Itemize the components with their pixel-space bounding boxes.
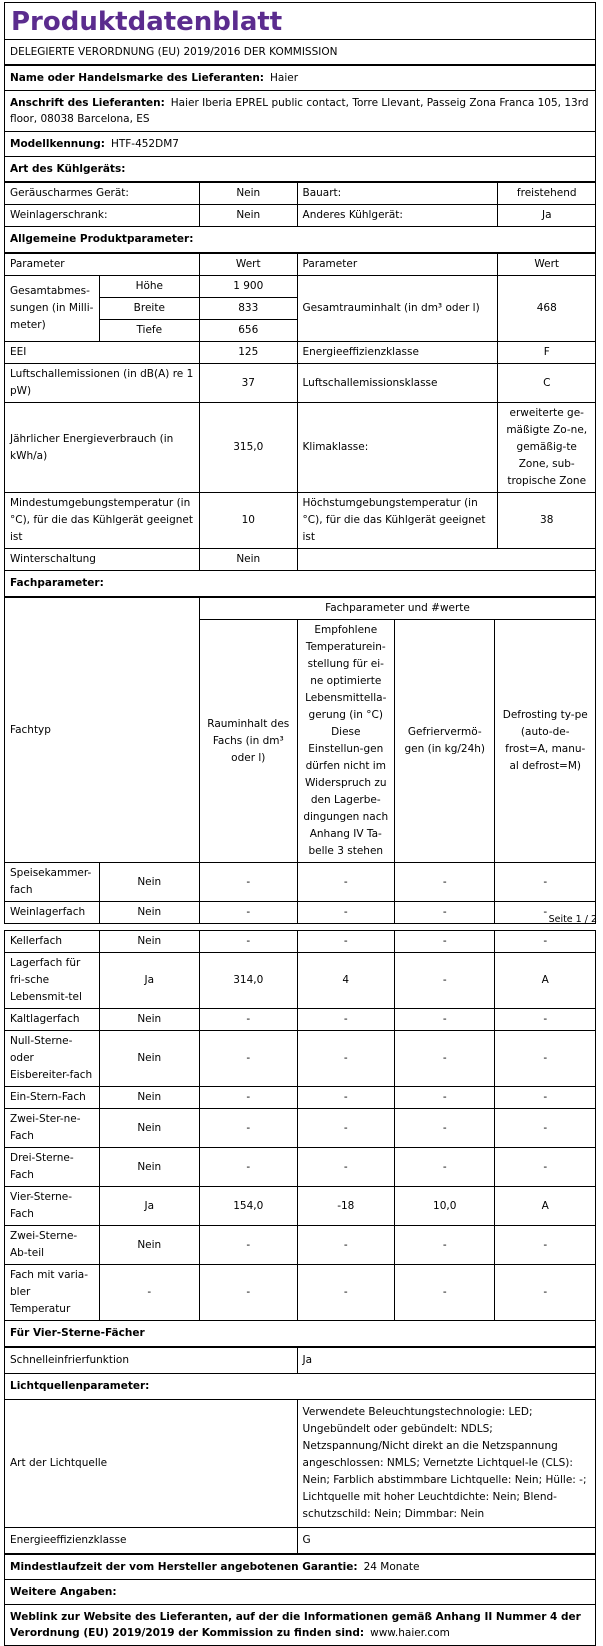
compartment-defrost-type: - <box>495 1087 596 1109</box>
compartment-volume: - <box>200 1265 298 1321</box>
header-defrost-type: Defrosting ty-pe (auto-de-frost=A, manu-al defrost=M) <box>495 620 596 863</box>
eei-label: EEI <box>5 342 200 364</box>
compartment-present: Nein <box>99 1031 199 1087</box>
type-heading: Art des Kühlgeräts: <box>5 157 595 182</box>
compartment-volume: - <box>200 1148 298 1187</box>
wine-cabinet-value: Nein <box>200 205 298 227</box>
compartment-temperature: 4 <box>297 953 395 1009</box>
empty-cell <box>297 549 595 571</box>
max-temp-label: Höchstumgebungstemperatur (in °C), für die das Kühlgerät geeignet ist <box>297 493 498 549</box>
compartment-volume: - <box>200 1109 298 1148</box>
compartment-temperature: - <box>297 931 395 953</box>
design-label: Bauart: <box>297 183 498 205</box>
noise-label: Luftschallemissionen (in dB(A) re 1 pW) <box>5 364 200 403</box>
wine-cabinet-label: Weinlagerschrank: <box>5 205 200 227</box>
compartment-defrost-type: - <box>495 1031 596 1087</box>
compartment-temperature: - <box>297 1109 395 1148</box>
col-header-value: Wert <box>200 254 298 276</box>
light-type-value: Verwendete Beleuchtungstechnologie: LED; Ungebündelt oder gebündelt: NDLS; Netzspannung/Nicht direkt an die Netzspannung angeschlossen: NMLS; Vernetzte Lichtquel-le (CLS): Nein; Farblich abstimmbare Lichtquelle: Nein; Hülle: -; Lichtquelle mit hoher Leuchtdichte: Nein; Blend-schutzschild: Nein; Dimmbar: Nein <box>297 1400 595 1528</box>
energy-class-value: F <box>498 342 596 364</box>
compartment-temperature: - <box>297 863 395 902</box>
compartment-volume: - <box>200 902 298 924</box>
compartment-present: Ja <box>99 1187 199 1226</box>
model-row <box>5 132 595 157</box>
low-noise-value: Nein <box>200 183 298 205</box>
compartments-table-p2 <box>4 930 596 1347</box>
compartment-freezing-capacity: - <box>395 902 495 924</box>
compartment-name: Weinlagerfach <box>5 902 100 924</box>
compartment-row <box>5 1226 596 1265</box>
compartment-present: - <box>99 1265 199 1321</box>
light-energy-class-value: G <box>297 1528 595 1554</box>
compartment-defrost-type: - <box>495 1109 596 1148</box>
noise-class-label: Luftschallemissionsklasse <box>297 364 498 403</box>
model-label: Modellkennung: <box>10 138 105 150</box>
col-header-param-2: Parameter <box>297 254 498 276</box>
more-info-heading: Weitere Angaben: <box>5 1580 595 1605</box>
compartment-temperature: -18 <box>297 1187 395 1226</box>
compartment-volume: 314,0 <box>200 953 298 1009</box>
address-value: Haier Iberia EPREL public contact, Torre Llevant, Passeig Zona Franca 105, 13rd floor, 08038 Barcelona, ES <box>10 97 589 125</box>
eei-value: 125 <box>200 342 298 364</box>
other-appliance-label: Anderes Kühlgerät: <box>297 205 498 227</box>
width-label: Breite <box>99 298 199 320</box>
compartment-row <box>5 1087 596 1109</box>
annual-energy-label: Jährlicher Energieverbrauch (in kWh/a) <box>5 403 200 493</box>
title-bar <box>4 2 596 40</box>
compartment-volume: 154,0 <box>200 1187 298 1226</box>
supplier-label: Name oder Handelsmarke des Lieferanten: <box>10 72 264 84</box>
compartment-present: Nein <box>99 931 199 953</box>
compartment-name: Vier-Sterne-Fach <box>5 1187 100 1226</box>
compartment-present: Nein <box>99 1009 199 1031</box>
compartment-name: Kaltlagerfach <box>5 1009 100 1031</box>
supplier-value: Haier <box>270 72 299 84</box>
compartments-table-p1 <box>4 597 596 924</box>
compartment-defrost-type: - <box>495 1009 596 1031</box>
compartment-volume: - <box>200 863 298 902</box>
compartment-row <box>5 1109 596 1148</box>
compartment-row <box>5 1031 596 1087</box>
warranty-row <box>5 1555 595 1580</box>
compartment-temperature: - <box>297 1087 395 1109</box>
compartment-defrost-type: A <box>495 953 596 1009</box>
compartment-row <box>5 863 596 902</box>
fast-freeze-value: Ja <box>297 1348 595 1374</box>
page-2 <box>4 930 596 1646</box>
supplier-row <box>5 66 595 91</box>
compartment-volume: - <box>200 1031 298 1087</box>
compartment-present: Nein <box>99 902 199 924</box>
noise-class-value: C <box>498 364 596 403</box>
compartment-defrost-type: - <box>495 1265 596 1321</box>
compartment-row <box>5 1009 596 1031</box>
general-heading: Allgemeine Produktparameter: <box>5 227 596 253</box>
total-volume-value: 468 <box>498 276 596 342</box>
compartment-group-header: Fachparameter und #werte <box>200 598 596 620</box>
compartment-name: Fach mit varia-bler Temperatur <box>5 1265 100 1321</box>
weblink-row <box>5 1605 595 1646</box>
winter-switch-label: Winterschaltung <box>5 549 200 571</box>
col-header-value-2: Wert <box>498 254 596 276</box>
energy-class-label: Energieeffizienzklasse <box>297 342 498 364</box>
compartment-present: Nein <box>99 1087 199 1109</box>
compartments-heading: Fachparameter: <box>5 571 596 597</box>
compartment-name: Null-Sterne-oder Eisbereiter-fach <box>5 1031 100 1087</box>
compartment-defrost-type: A <box>495 1187 596 1226</box>
compartment-volume: - <box>200 1087 298 1109</box>
weblink-value[interactable]: www.haier.com <box>370 1627 450 1639</box>
address-label: Anschrift des Lieferanten: <box>10 97 165 109</box>
compartment-freezing-capacity: - <box>395 1265 495 1321</box>
compartment-freezing-capacity: - <box>395 1031 495 1087</box>
compartment-volume: - <box>200 1009 298 1031</box>
compartment-temperature: - <box>297 1265 395 1321</box>
compartment-freezing-capacity: 10,0 <box>395 1187 495 1226</box>
compartment-name: Zwei-Sterne-Ab-teil <box>5 1226 100 1265</box>
compartment-temperature: - <box>297 1148 395 1187</box>
compartment-volume: - <box>200 1226 298 1265</box>
compartment-freezing-capacity: - <box>395 931 495 953</box>
compartment-temperature: - <box>297 902 395 924</box>
min-temp-value: 10 <box>200 493 298 549</box>
height-label: Höhe <box>99 276 199 298</box>
compartment-freezing-capacity: - <box>395 1109 495 1148</box>
page-title: Produktdatenblatt <box>11 7 283 37</box>
light-type-label: Art der Lichtquelle <box>5 1400 298 1528</box>
design-value: freistehend <box>498 183 596 205</box>
compartment-defrost-type: - <box>495 902 596 924</box>
noise-value: 37 <box>200 364 298 403</box>
compartment-temperature: - <box>297 1009 395 1031</box>
compartment-present: Nein <box>99 1226 199 1265</box>
compartment-name: Ein-Stern-Fach <box>5 1087 100 1109</box>
compartment-temperature: - <box>297 1226 395 1265</box>
compartment-row <box>5 931 596 953</box>
header-freezing-capacity: Gefriervermö-gen (in kg/24h) <box>395 620 495 863</box>
regulation-text: DELEGIERTE VERORDNUNG (EU) 2019/2016 DER KOMMISSION <box>4 40 596 65</box>
low-noise-label: Geräuscharmes Gerät: <box>5 183 200 205</box>
compartment-name: Kellerfach <box>5 931 100 953</box>
page-number: Seite 1 / 2 <box>548 914 597 925</box>
address-row <box>5 91 595 132</box>
footer-section <box>4 1554 596 1646</box>
height-value: 1 900 <box>200 276 298 298</box>
header-temperature: Empfohlene Temperaturein-stellung für ei-ne optimierte Lebensmittella-gerung (in °C) Diese Einstellun-gen dürfen nicht im Widerspruch zu den Lagerbe-dingungen nach Anhang IV Ta-belle 3 stehen <box>297 620 395 863</box>
supplier-section <box>4 65 596 182</box>
appliance-type-table <box>4 182 596 253</box>
compartment-row <box>5 902 596 924</box>
climate-class-label: Klimaklasse: <box>297 403 498 493</box>
compartment-freezing-capacity: - <box>395 1226 495 1265</box>
dimensions-label: Gesamtabmes-sungen (in Milli-meter) <box>5 276 100 342</box>
compartment-temperature: - <box>297 1031 395 1087</box>
compartment-row <box>5 1187 596 1226</box>
compartment-defrost-type: - <box>495 1148 596 1187</box>
warranty-value: 24 Monate <box>363 1561 420 1573</box>
light-energy-class-label: Energieeffizienzklasse <box>5 1528 298 1554</box>
four-star-table <box>4 1347 596 1554</box>
compartment-name: Lagerfach für fri-sche Lebensmit-tel <box>5 953 100 1009</box>
max-temp-value: 38 <box>498 493 596 549</box>
compartment-freezing-capacity: - <box>395 1087 495 1109</box>
min-temp-label: Mindestumgebungstemperatur (in °C), für die das Kühlgerät geeignet ist <box>5 493 200 549</box>
compartment-volume: - <box>200 931 298 953</box>
compartment-freezing-capacity: - <box>395 953 495 1009</box>
compartment-defrost-type: - <box>495 1226 596 1265</box>
weblink-label: Weblink zur Website des Lieferanten, auf der die Informationen gemäß Anhang II Nummer 4 der Verordnung (EU) 2019/2019 der Kommission zu finden sind: <box>10 1611 581 1639</box>
depth-value: 656 <box>200 320 298 342</box>
warranty-label: Mindestlaufzeit der vom Hersteller angebotenen Garantie: <box>10 1561 358 1573</box>
compartment-row <box>5 1148 596 1187</box>
compartment-name: Speisekammer-fach <box>5 863 100 902</box>
compartment-present: Nein <box>99 863 199 902</box>
compartment-name: Drei-Sterne-Fach <box>5 1148 100 1187</box>
other-appliance-value: Ja <box>498 205 596 227</box>
header-volume: Rauminhalt des Fachs (in dm³ oder l) <box>200 620 298 863</box>
fast-freeze-label: Schnelleinfrierfunktion <box>5 1348 298 1374</box>
page-1 <box>4 2 596 924</box>
compartment-present: Ja <box>99 953 199 1009</box>
model-value: HTF-452DM7 <box>110 138 179 150</box>
compartment-freezing-capacity: - <box>395 1009 495 1031</box>
compartment-present: Nein <box>99 1109 199 1148</box>
compartment-row <box>5 953 596 1009</box>
col-header-param: Parameter <box>5 254 200 276</box>
winter-switch-value: Nein <box>200 549 298 571</box>
width-value: 833 <box>200 298 298 320</box>
total-volume-label: Gesamtrauminhalt (in dm³ oder l) <box>297 276 498 342</box>
four-star-heading: Für Vier-Sterne-Fächer <box>5 1321 596 1347</box>
light-heading: Lichtquellenparameter: <box>5 1374 596 1400</box>
compartment-type-header: Fachtyp <box>5 598 200 863</box>
annual-energy-value: 315,0 <box>200 403 298 493</box>
climate-class-value: erweiterte ge-mäßigte Zo-ne, gemäßig-te Zone, sub-tropische Zone <box>498 403 596 493</box>
compartment-defrost-type: - <box>495 863 596 902</box>
compartment-defrost-type: - <box>495 931 596 953</box>
compartment-row <box>5 1265 596 1321</box>
compartment-present: Nein <box>99 1148 199 1187</box>
compartment-freezing-capacity: - <box>395 1148 495 1187</box>
compartment-freezing-capacity: - <box>395 863 495 902</box>
general-params-table <box>4 253 596 597</box>
compartment-name: Zwei-Ster-ne-Fach <box>5 1109 100 1148</box>
depth-label: Tiefe <box>99 320 199 342</box>
